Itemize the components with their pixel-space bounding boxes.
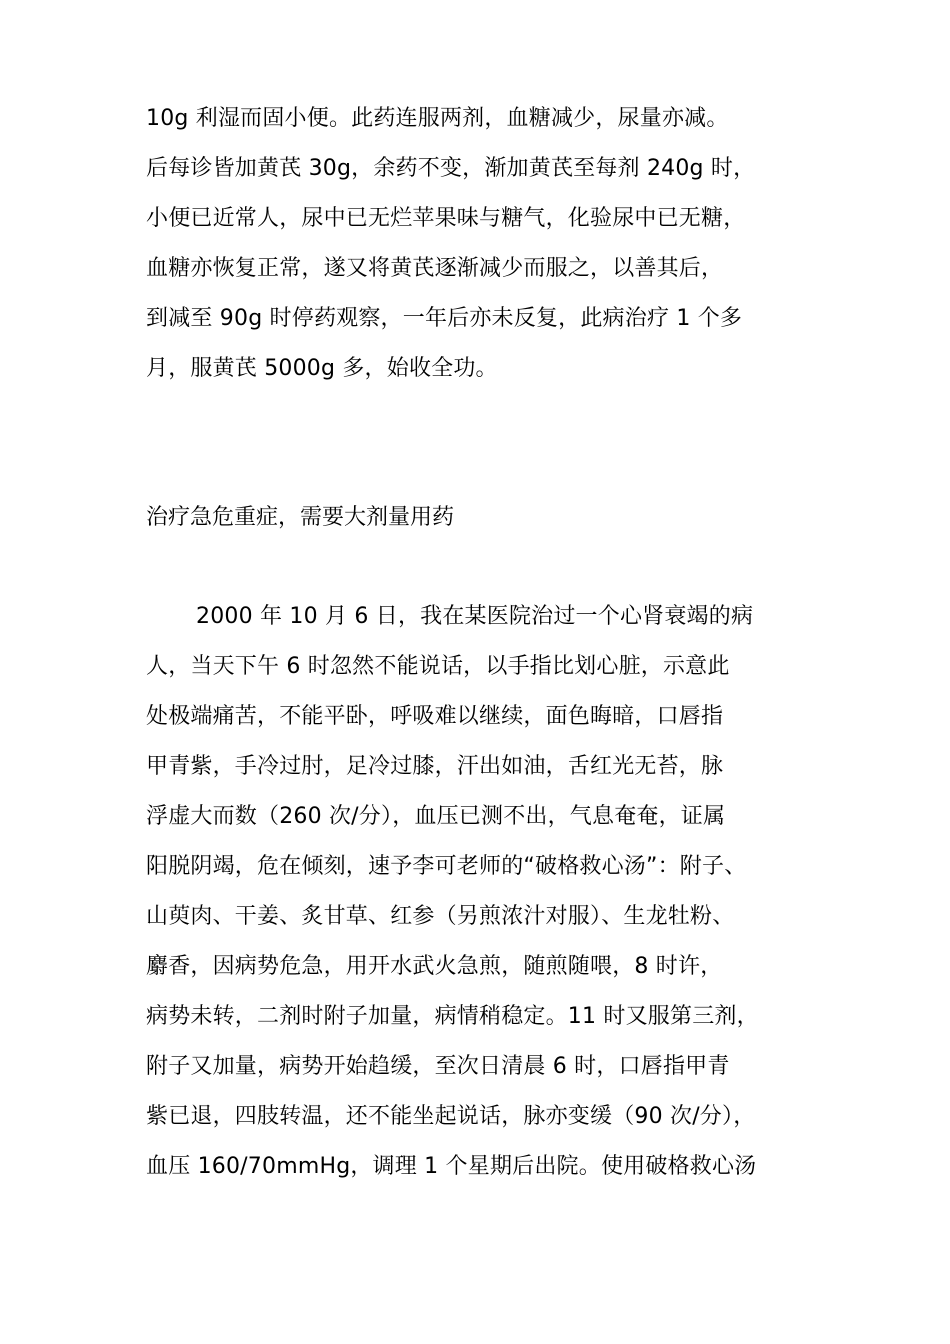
paragraph2-line-10: 附子又加量，病势开始趋缓，至次日清晨 6 时，口唇指甲青 [146,1054,730,1079]
paragraph2-line-3: 处极端痛苦，不能平卧，呼吸难以继续，面色晦暗，口唇指 [146,704,724,729]
paragraph1-line-5: 到减至 90g 时停药观察，一年后亦未反复，此病治疗 1 个多 [146,306,743,331]
paragraph1-line-3: 小便已近常人，尿中已无烂苹果味与糖气，化验尿中已无糖， [146,206,746,231]
paragraph1-line-1: 10g 利湿而固小便。此药连服两剂，血糖减少，尿量亦减。 [146,106,729,131]
paragraph2-line-9: 病势未转，二剂时附子加量，病情稍稳定。11 时又服第三剂， [146,1004,759,1029]
paragraph2-line-11: 紫已退，四肢转温，还不能坐起说话，脉亦变缓（90 次/分）， [146,1104,756,1129]
paragraph2-line-1: 2000 年 10 月 6 日，我在某医院治过一个心肾衰竭的病 [196,604,754,629]
paragraph2-line-7: 山萸肉、干姜、炙甘草、红参（另煎浓汁对服）、生龙牡粉、 [146,904,735,929]
paragraph2-line-5: 浮虚大而数（260 次/分），血压已测不出，气息奄奄，证属 [146,804,726,829]
paragraph2-line-4: 甲青紫，手冷过肘，足冷过膝，汗出如油，舌红光无苔，脉 [146,754,724,779]
paragraph1-line-4: 血糖亦恢复正常，遂又将黄芪逐渐减少而服之，以善其后， [146,256,724,281]
paragraph2-line-12: 血压 160/70mmHg，调理 1 个星期后出院。使用破格救心汤 [146,1154,757,1179]
paragraph2-line-2: 人，当天下午 6 时忽然不能说话，以手指比划心脏，示意此 [146,654,730,679]
section-heading: 治疗急危重症，需要大剂量用药 [146,505,455,530]
paragraph2-line-8: 麝香，因病势危急，用开水武火急煎，随煎随喂，8 时许， [146,954,723,979]
paragraph2-line-6: 阳脱阴竭，危在倾刻，速予李可老师的“破格救心汤”：附子、 [146,854,747,879]
paragraph1-line-6: 月，服黄芪 5000g 多，始收全功。 [146,356,498,381]
paragraph1-line-2: 后每诊皆加黄芪 30g，余药不变，渐加黄芪至每剂 240g 时， [146,156,756,181]
